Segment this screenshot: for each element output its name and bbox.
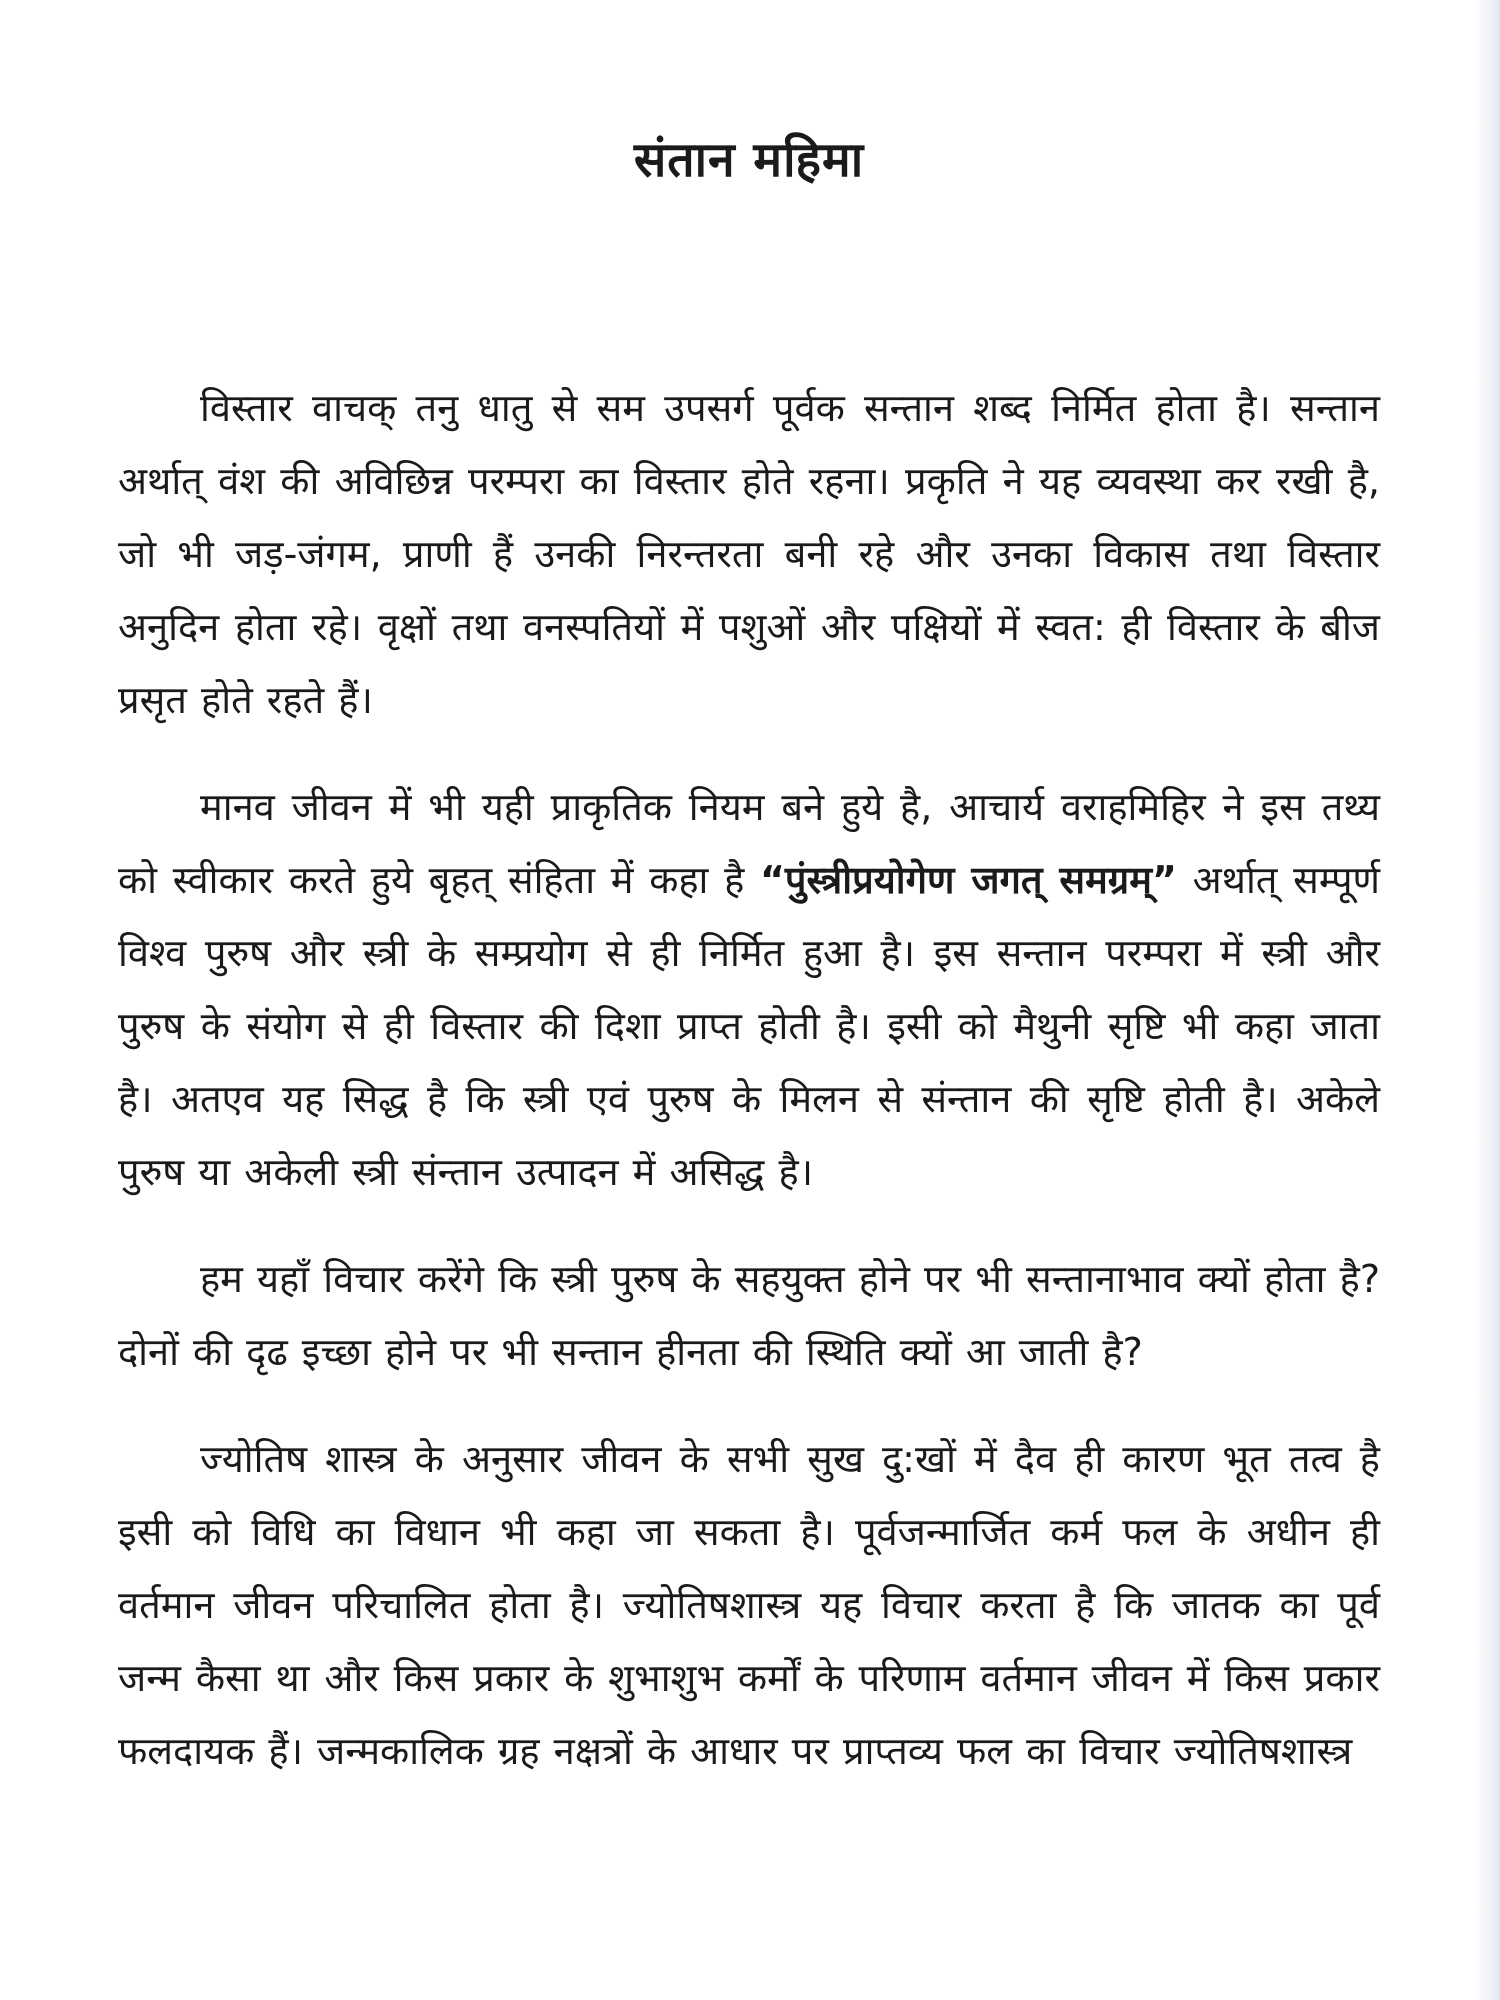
paragraph-1: विस्तार वाचक् तनु धातु से सम उपसर्ग पूर्वक सन्तान शब्द निर्मित होता है। सन्तान अर्थात् वंश की अविछिन्न परम्परा का विस्तार होते रहना। प्रकृति ने यह व्यवस्था कर रखी है, जो भी जड़-जंगम, प्राणी हैं उनकी निरन्तरता बनी रहे और उनका विकास तथा विस्तार अनुदिन होता रहे। वृक्षों तथा वनस्पतियों में पशुओं और पक्षियों में स्वत: ही विस्तार के बीज प्रसृत होते रहते हैं। bbox=[118, 386, 1380, 722]
paragraph-2 bbox=[118, 771, 1380, 1209]
quote-sanskrit: “पुंस्त्रीप्रयोगेण जगत् समग्रम्” bbox=[759, 858, 1177, 902]
body-text bbox=[118, 372, 1380, 1788]
page-edge-shadow bbox=[1474, 0, 1500, 2000]
paragraph-2-after: अर्थात् सम्पूर्ण विश्व पुरुष और स्त्री के सम्प्रयोग से ही निर्मित हुआ है। इस सन्तान परम्परा में स्त्री और पुरुष के संयोग से ही विस्तार की दिशा प्राप्त होती है। इसी को मैथुनी सृष्टि भी कहा जाता है। अतएव यह सिद्ध है कि स्त्री एवं पुरुष के मिलन से संन्तान की सृष्टि होती है। अकेले पुरुष या अकेली स्त्री संन्तान उत्पादन में असिद्ध है। bbox=[118, 858, 1381, 1194]
paragraph-3: हम यहाँ विचार करेंगे कि स्त्री पुरुष के सहयुक्त होने पर भी सन्तानाभाव क्यों होता है? दोनों की दृढ इच्छा होने पर भी सन्तान हीनता की स्थिति क्यों आ जाती है? bbox=[118, 1257, 1380, 1374]
paragraph-2-before: मानव जीवन में भी यही प्राकृतिक नियम बने हुये है, आचार्य वराहमिहिर ने इस तथ्य को स्वीकार करते हुये बृहत् संहिता में कहा है bbox=[118, 785, 1380, 902]
page-title: संतान महिमा bbox=[633, 132, 865, 188]
paragraph-4: ज्योतिष शास्त्र के अनुसार जीवन के सभी सुख दु:खों में दैव ही कारण भूत तत्व है इसी को विधि का विधान भी कहा जा सकता है। पूर्वजन्मार्जित कर्म फल के अधीन ही वर्तमान जीवन परिचालित होता है। ज्योतिषशास्त्र यह विचार करता है कि जातक का पूर्व जन्म कैसा था और किस प्रकार के शुभाशुभ कर्मों के परिणाम वर्तमान जीवन में किस प्रकार फलदायक हैं। जन्मकालिक ग्रह नक्षत्रों के आधार पर प्राप्तव्य फल का विचार ज्योतिषशास्त्र bbox=[118, 1437, 1380, 1773]
